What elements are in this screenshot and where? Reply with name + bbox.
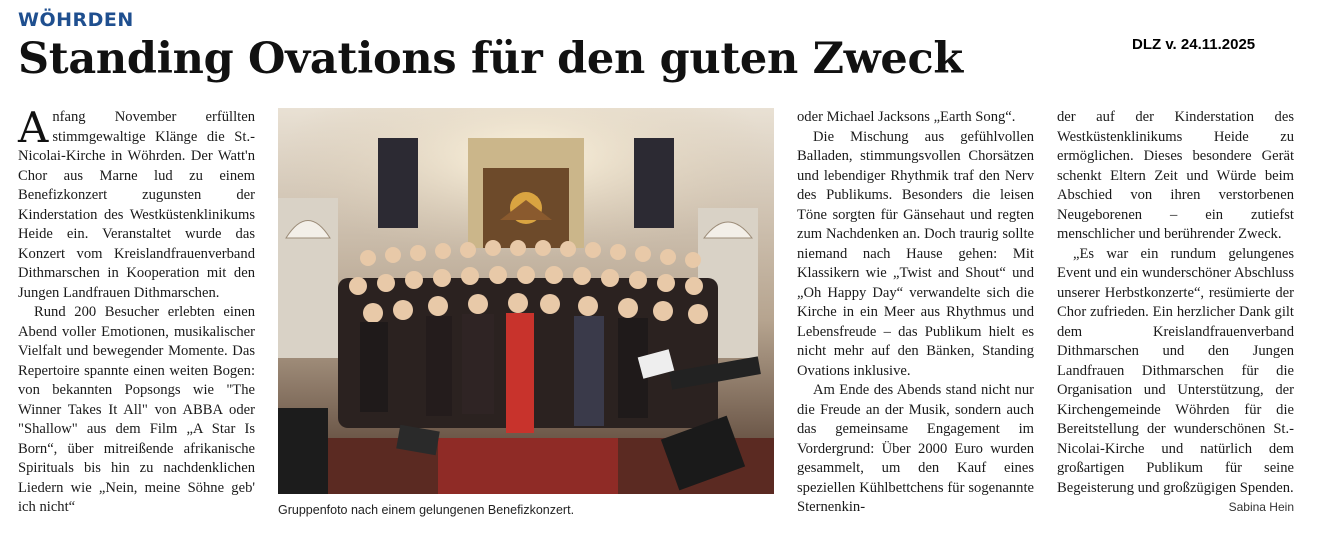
article-column-3 bbox=[797, 108, 1034, 518]
article-column-1 bbox=[18, 103, 255, 518]
article-headline: Standing Ovations für den guten Zweck bbox=[18, 34, 963, 84]
photo-caption: Gruppenfoto nach einem gelungenen Benefizkonzert. bbox=[278, 503, 575, 517]
article-paragraph bbox=[1057, 245, 1294, 514]
paragraph-text: nfang November erfüllten stimmgewaltige Klänge die St.-Nicolai-Kirche in Wöhrden. Der Watt'n Chor aus Marne lud zu einem Benefizkonzert zugunsten der Kinderstation des Westküstenklinikums Heide ein. Veranstaltet wurde das Konzert vom Kreislandfrauenverband Dithmarschen in Kooperation mit den Jungen Landfrauen Dithmarschen. bbox=[18, 109, 255, 301]
article-paragraph: Rund 200 Besucher erlebten einen Abend voller Emotionen, musikalischer Vielfalt und bewegender Momente. Das Repertoire spannte einen weiten Bogen: von bekannten Popsongs wie "The Winner Takes It All" von ABBA oder "Shallow" aus dem Film „A Star Is Born“, über mitreißende afrikanische Spirituals bis hin zu nachdenklichen Liedern wie „Nein, meine Söhne geb' ich nicht“ bbox=[18, 304, 255, 515]
article-column-4 bbox=[1057, 108, 1294, 518]
article-paragraph: Die Mischung aus gefühlvollen Balladen, stimmungsvollen Chorsätzen und lebendiger Rhythmik traf den Nerv des Publikums. Besonders die leisen Töne sorgten für Gänsehaut und regten zum Nachdenken an. Doch traurig sollte niemand nach Hause gehen: Mit Klassikern wie „Twist and Shout“ und „Oh Happy Day“ verwandelte sich die Kirche in ein Meer aus Rhythmus und Lebensfreude – das Publikum hielt es nicht mehr auf den Bänken, Standing Ovations inklusive. bbox=[797, 128, 1034, 379]
article-paragraph bbox=[18, 103, 255, 303]
church-choir-illustration bbox=[278, 108, 774, 494]
article-paragraph: oder Michael Jacksons „Earth Song“. bbox=[797, 109, 1016, 125]
author-byline: Sabina Hein bbox=[1228, 500, 1294, 514]
article-paragraph: Am Ende des Abends stand nicht nur die Freude an der Musik, sondern auch das gemeinsame Engagement im Vordergrund: Über 2000 Euro wurden gesammelt, um den Kauf eines speziellen Kühlbettchens für sogenannte Sternenkin- bbox=[797, 382, 1034, 515]
group-photo bbox=[278, 108, 774, 494]
section-label: WÖHRDEN bbox=[18, 9, 134, 31]
article-paragraph: der auf der Kinderstation des Westküstenklinikums Heide zu ermöglichen. Dieses besondere Gerät schenkt Eltern Zeit und Würde beim Abschied von ihren verstorbenen Neugeborenen – ein zutiefst menschlicher und berührender Zweck. bbox=[1057, 109, 1294, 242]
paragraph-text: „Es war ein rundum gelungenes Event und ein wunderschöner Abschluss unserer Herbstkonzerte“, resümierte der Chor zufrieden. Ein herzlicher Dank gilt dem Kreislandfrauenverband Dithmarschen und den Jungen Landfrauen Dithmarschen für die Organisation und Unterstützung, der Kirchengemeinde Wöhrden für die Bereitstellung der wunderschönen St.-Nicolai-Kirche und natürlich dem großartigen Publikum für seine Begeisterung und großzügigen Spenden. bbox=[1057, 245, 1294, 496]
source-date: DLZ v. 24.11.2025 bbox=[1132, 36, 1256, 53]
drop-cap: A bbox=[18, 103, 49, 152]
